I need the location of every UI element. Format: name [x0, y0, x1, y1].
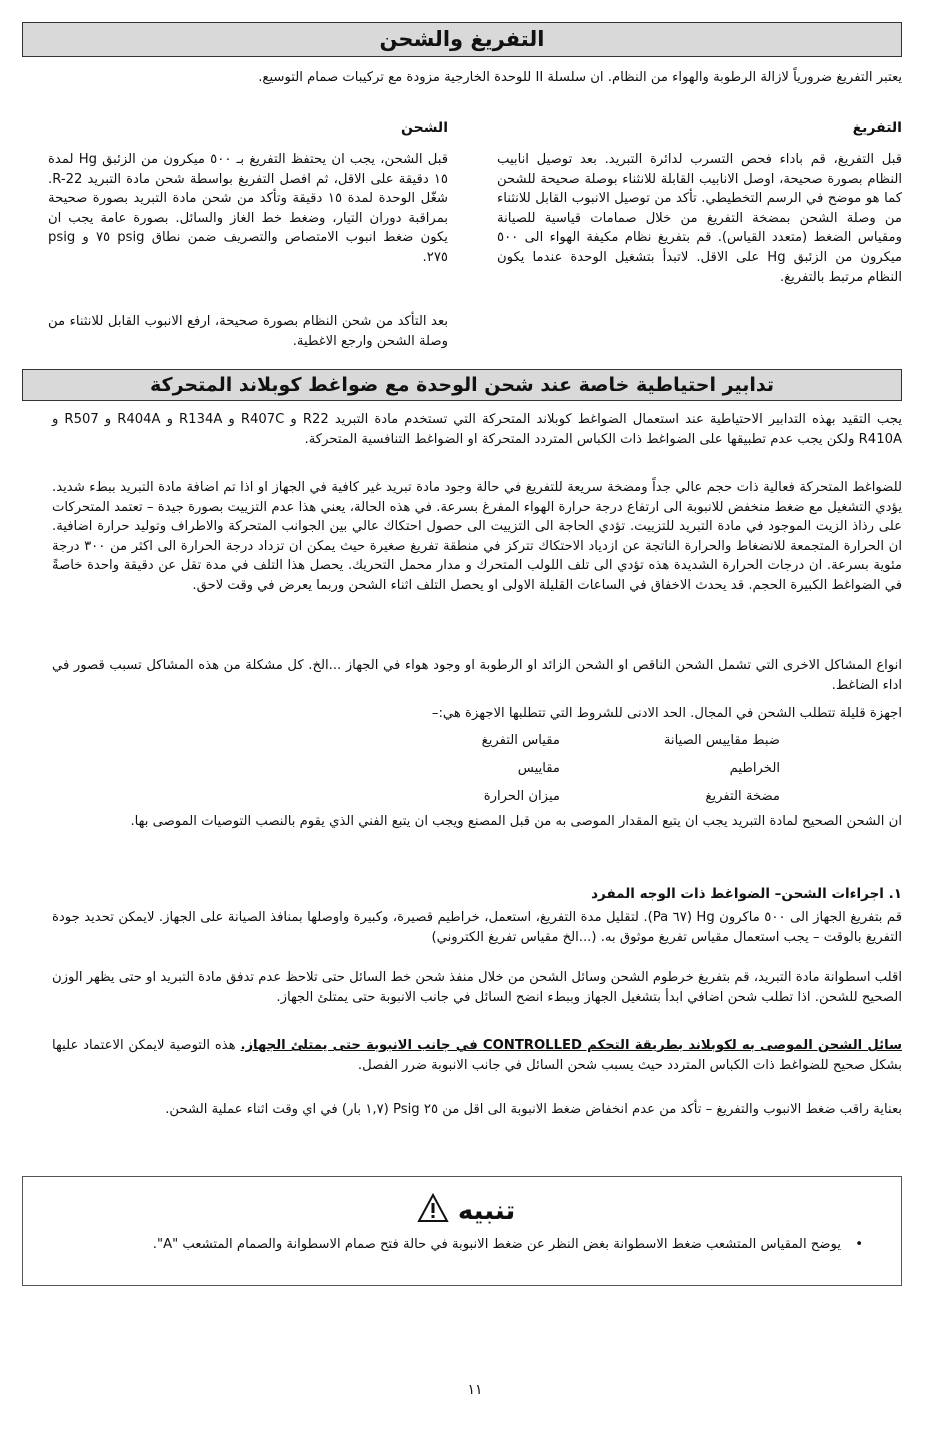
- section-heading-evac-charge: التفريغ والشحن: [22, 22, 902, 57]
- copeland-paragraph-1: يجب التقيد بهذه التدابير الاحتياطية عند استعمال الضواغط كوبلاند المتحركة التي تستخدم مادة التبريد R22 و R407C و R134A و R404A و R507 و R410A ولكن يجب عدم تطبيقها على الضواغط ذات الكباس المتردد المتحركة او الضواغط التنافسية المتحركة.: [52, 412, 902, 447]
- procedure-step-2: اقلب اسطوانة مادة التبريد، قم بتفريغ خرطوم الشحن وسائل الشحن من خلال منفذ شحن خط السائل حتى تلاحظ عدم تدفق مادة التبريد او حتى يظهر الوزن الصحيح للشحن. اذا تطلب شحن اضافي ابدأ بتشغيل الجهاز وببطء انضح السائل في جانب الانبوبة حتى يمتلئ الجهاز.: [52, 970, 902, 1005]
- section-heading-copeland: تدابير احتياطية خاصة عند شحن الوحدة مع ضواغط كوبلاند المتحركة: [22, 369, 902, 401]
- copeland-paragraph-2: للضواغط المتحركة فعالية ذات حجم عالي جداً ومضخة سريعة للتفريغ في حالة وجود مادة تبريد غير كافية في الجهاز او اذا تم اضافة مادة التبريد ببطء شديد. يؤدي التشغيل مع ضغط منخفض للانبوبة الى ارتفاع درجة حرارة الهواء المفرغ بسرعة. في هذه الحالة، يعني هذا عدم التزييت بصورة جيدة – تعتمد المتحركات على رذاذ الزيت الموجود في مادة التبريد للتزييت. تؤدي الحاجة الى التزييت الى حصول احتكاك عالي بين الجوانب المتحركة والاطراف وتوليد حرارة اضافية. ان الحرارة المتجمعة للانضغاط والحرارة الناتجة عن ازدياد الاحتكاك تتركز في منطقة تفريغ صغيرة حيث يمكن ان تزداد درجة الحرارة الى اكثر من ٣٠٠ درجة مئوية بسرعة. ان درجات الحرارة الشديدة هذه تؤدي الى تلف اللولب المتحرك و مدار محمل التحريك. يحصل هذا التلف في مدة تقل عن دقيقة واحدة خاصةً في الضواغط الكبيرة الحجم. قد يحدث الاخفاق في الساعات القليلة الاولى او يحصل التلف اثناء الشحن وربما يعرض في وقت لاحق.: [52, 480, 902, 593]
- intro-paragraph: يعتبر التفريغ ضرورياً لازالة الرطوبة والهواء من النظام. ان سلسلة II للوحدة الخارجية مزودة مع تركيبات صمام التوسيع.: [258, 70, 902, 85]
- evacuation-heading: التفريغ: [852, 120, 902, 136]
- procedure-heading: ١. اجراءات الشحن– الضواغط ذات الوجه المفرد: [591, 886, 902, 902]
- charging-paragraph-2: بعد التأكد من شحن النظام بصورة صحيحة، ارفع الانبوب القابل للانثناء من وصلة الشحن وارجع الاغطية.: [48, 314, 448, 349]
- equipment-item: مقياس التفريغ: [481, 733, 560, 748]
- equipment-item: ميزان الحرارة: [483, 789, 560, 804]
- equipment-item: مضخة التفريغ: [705, 789, 780, 804]
- procedure-step-3-text: هذه التوصية لايمكن الاعتماد عليها بشكل صحيح للضواغط ذات الكباس المتردد حيث يسبب شحن السائل في جانب الانبوبة ضرر الفصل.: [52, 1038, 902, 1073]
- equipment-item: الخراطيم: [729, 761, 780, 776]
- warning-title: تنبيه: [457, 1196, 516, 1226]
- equipment-row: [360, 730, 780, 752]
- bullet-icon: •: [855, 1237, 863, 1252]
- procedure-step-3-emphasis: سائل الشحن الموصى به لكوبلاند بطريقة التحكم CONTROLLED في جانب الانبوبة حتى يمتلئ الجهاز.: [240, 1038, 902, 1053]
- equipment-list: [360, 730, 780, 808]
- warning-text: يوضح المقياس المتشعب ضغط الاسطوانة بغض النظر عن ضغط الانبوبة في حالة فتح صمام الاسطوانة والصمام المتشعب "A".: [152, 1237, 841, 1252]
- warning-box: [22, 1176, 902, 1286]
- warning-body: [81, 1235, 863, 1254]
- equipment-item: مقاييس: [517, 761, 560, 776]
- copeland-paragraph-4: اجهزة قليلة تتطلب الشحن في المجال. الحد الادنى للشروط التي تتطلبها الاجهزة هي:–: [431, 706, 902, 721]
- charging-paragraph-1: قبل الشحن، يجب ان يحتفظ التفريغ بـ ٥٠٠ ميكرون من الزئبق Hg لمدة ١٥ دقيقة على الاقل، ثم افصل التفريغ بواسطة شحن مادة التبريد R-22. شغّل الوحدة لمدة ١٥ دقيقة وتأكد من شحن مادة التبريد بصورة صحيحة بمراقبة دوران التيار، وضغط خط الغاز والسائل. بصورة عامة يجب ان يكون ضغط انبوب الامتصاص والتصريف ضمن نطاق psig ٧٥ و psig ٢٧٥.: [48, 152, 448, 265]
- equipment-item: ضبط مقاييس الصيانة: [663, 733, 780, 748]
- equipment-row: [360, 758, 780, 780]
- copeland-paragraph-3: انواع المشاكل الاخرى التي تشمل الشحن الناقص او الشحن الزائد او الرطوبة او وجود هواء في الجهاز ...الخ. كل مشكلة من هذه المشاكل تسبب قصور في اداء الضاغط.: [52, 658, 902, 693]
- equipment-row: [360, 786, 780, 808]
- evacuation-paragraph: قبل التفريغ، قم باداء فحص التسرب لدائرة التبريد. بعد توصيل انابيب النظام بصورة صحيحة، اوصل الانابيب القابلة للانثناء بوصلة صحيحة للشحن كما هو موضح في الرسم التخطيطي. تأكد من توصيل الانبوب القابل للانثناء من وصلة الشحن بمضخة التفريغ من خلال صمامات قياسية للصيانة ومقياس الضغط (متعدد القياس). قم بتفريغ نظام مكيفة الهواء الى ٥٠٠ ميكرون من الزئبق Hg على الاقل. لاتبدأ بتشغيل الوحدة عندما يكون النظام مرتبط بالتفريغ.: [497, 152, 902, 285]
- page-number: ١١: [467, 1382, 483, 1398]
- copeland-paragraph-5: ان الشحن الصحيح لمادة التبريد يجب ان يتبع المقدار الموصى به من قبل المصنع ويجب ان يتبع الفني الذي يقوم بالنصب التوصيات الموصى بها.: [130, 814, 902, 829]
- warning-title-row: [23, 1193, 901, 1230]
- warning-triangle-icon: [417, 1193, 449, 1230]
- charging-heading: الشحن: [401, 120, 448, 136]
- procedure-step-4: بعناية راقب ضغط الانبوب والتفريغ – تأكد من عدم انخفاض ضغط الانبوبة الى اقل من ٢٥ Psig (١,٧ بار) في اي وقت اثناء عملية الشحن.: [165, 1102, 902, 1117]
- procedure-step-3: [52, 1036, 902, 1075]
- procedure-step-1: قم بتفريغ الجهاز الى ٥٠٠ ماكرون Hg (٦٧ Pa). لتقليل مدة التفريغ، استعمل، خراطيم قصيرة، وكبيرة واوصلها بمنافذ الصيانة على الجهاز. لايمكن تحديد جودة التفريغ بالوقت – يجب استعمال مقياس تفريغ موثوق به. (...الخ مقياس تفريغ الكتروني): [52, 910, 902, 945]
